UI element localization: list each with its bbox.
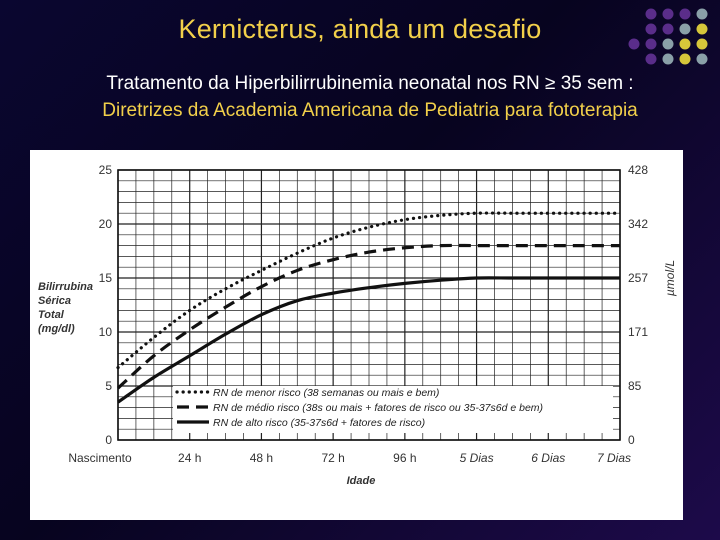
y-tick-label-left: 25 [98,163,112,177]
y-tick-label-right: 342 [628,217,649,231]
x-tick-label: 6 Dias [531,451,566,465]
slide-title: Kernicterus, ainda um desafio [178,14,542,44]
y-axis-label-left: (mg/dl) [38,323,75,335]
subtitle-line-1: Tratamento da Hiperbilirrubinemia neonatal nos RN ≥ 35 sem : [106,73,634,94]
subtitle [40,70,700,124]
y-tick-label-right: 257 [628,271,649,285]
x-tick-label: 7 Dias [596,451,632,465]
y-tick-label-left: 0 [105,433,112,447]
y-axis-label-left: Bilirrubina [38,281,94,293]
legend-label: RN de menor risco (38 semanas ou mais e bem) [213,387,440,399]
decorative-dot [680,39,691,50]
y-tick-label-right: 85 [628,379,642,393]
decorative-dot [663,9,674,20]
x-axis-label: Idade [346,475,376,487]
y-tick-label-left: 15 [98,271,112,285]
decorative-dot [680,9,691,20]
x-tick-label: Nascimento [68,451,132,465]
decorative-dot [697,54,708,65]
y-tick-label-left: 20 [98,217,112,231]
x-tick-label: 48 h [249,451,274,465]
decorative-dot-grid [624,6,714,66]
y-tick-label-left: 10 [98,325,112,339]
y-axis-label-right: µmol/L [663,259,677,297]
decorative-dot [646,24,657,35]
y-axis-label-left: Sérica [38,295,72,307]
x-tick-label: 72 h [321,451,345,465]
decorative-dot [697,39,708,50]
y-axis-label-left: Total [38,309,64,321]
decorative-dot [646,9,657,20]
decorative-dot [680,24,691,35]
decorative-dot [646,39,657,50]
y-tick-label-right: 0 [628,433,635,447]
subtitle-line-2: Diretrizes da Academia Americana de Pediatria para fototerapia [102,100,638,121]
decorative-dot [697,24,708,35]
decorative-dot [663,24,674,35]
decorative-dot [680,54,691,65]
y-tick-label-right: 428 [628,163,649,177]
chart-panel [30,150,683,520]
decorative-dot [646,54,657,65]
x-tick-label: 96 h [393,451,417,465]
legend-label: RN de médio risco (38s ou mais + fatores de risco ou 35-37s6d e bem) [213,402,544,414]
y-tick-label-right: 171 [628,325,649,339]
legend-label: RN de alto risco (35-37s6d + fatores de risco) [213,417,426,429]
legend [173,386,613,433]
x-tick-label: 5 Dias [459,451,494,465]
y-tick-label-left: 5 [105,379,112,393]
decorative-dot [629,39,640,50]
x-tick-label: 24 h [178,451,202,465]
decorative-dot [697,9,708,20]
decorative-dot [663,39,674,50]
decorative-dot [663,54,674,65]
phototherapy-chart [30,150,683,520]
